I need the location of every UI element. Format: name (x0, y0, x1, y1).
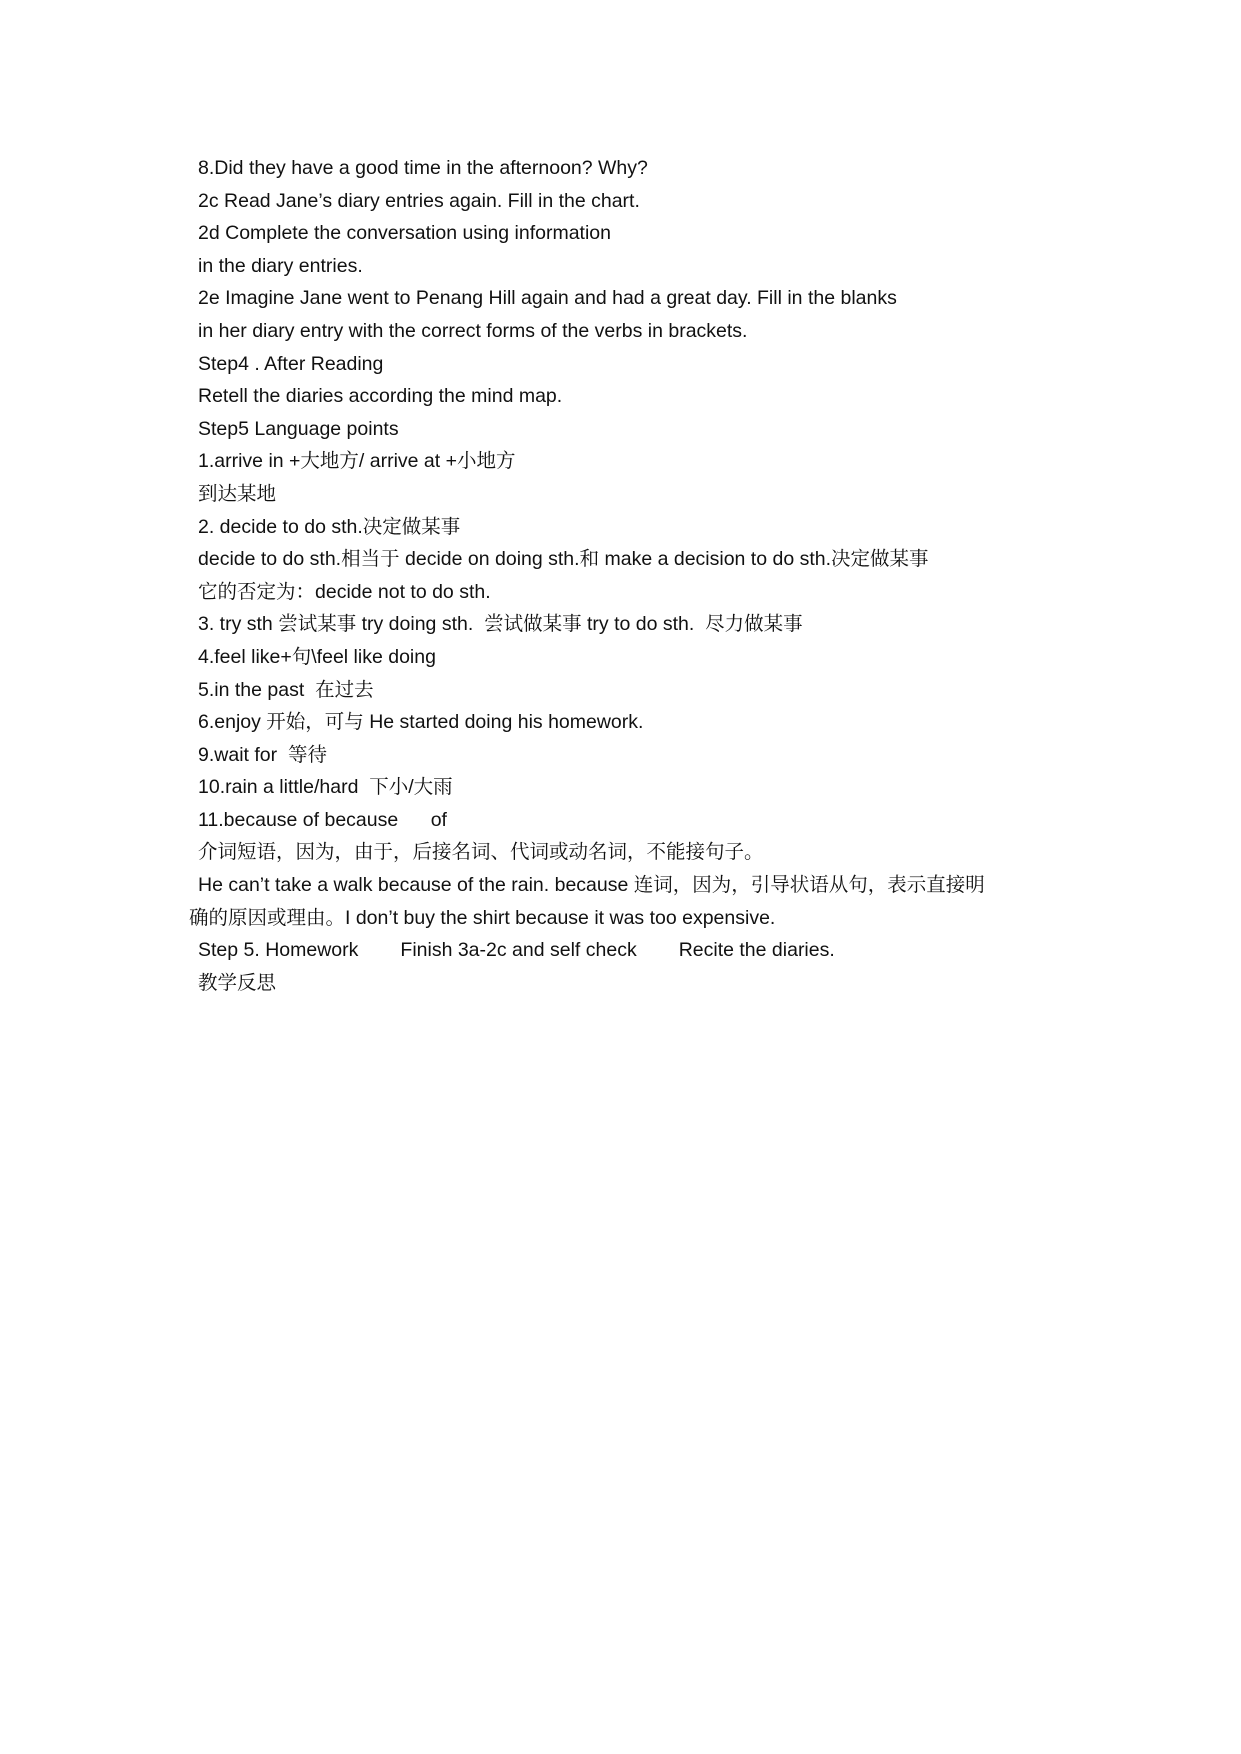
task-2c: 2c Read Jane’s diary entries again. Fill in the chart. (198, 189, 640, 212)
step4-heading: Step4 . After Reading (198, 352, 384, 375)
step4-retell: Retell the diaries according the mind map. (198, 385, 563, 408)
task-2d-cont: in the diary entries. (198, 254, 363, 277)
point-11-example-cont: 确的原因或理由。I don’t buy the shirt because it was too expensive. (189, 906, 776, 929)
point-6: 6.enjoy 开始，可与 He started doing his homework. (198, 711, 644, 734)
task-2e: 2e Imagine Jane went to Penang Hill again and had a great day. Fill in the blanks (198, 287, 897, 310)
point-2: 2. decide to do sth.决定做某事 (198, 515, 461, 538)
point-11-example: He can’t take a walk because of the rain. because 连词，因为，引导状语从句，表示直接明 (198, 874, 985, 897)
teaching-reflection: 教学反思 (198, 971, 277, 994)
task-2e-cont: in her diary entry with the correct forms of the verbs in brackets. (198, 319, 748, 342)
point-4: 4.feel like+句\feel like doing (198, 645, 436, 668)
point-11-explanation: 介词短语，因为，由于，后接名词、代词或动名词，不能接句子。 (198, 841, 764, 864)
question-8: 8.Did they have a good time in the afternoon? Why? (198, 157, 648, 179)
point-10: 10.rain a little/hard 下小/大雨 (198, 776, 453, 799)
point-9: 9.wait for 等待 (198, 743, 327, 766)
homework-task-2: Recite the diaries. (678, 939, 835, 962)
homework-line (198, 934, 1098, 967)
point-2-negative: 它的否定为：decide not to do sth. (198, 580, 491, 603)
task-2d: 2d Complete the conversation using information (198, 222, 611, 245)
homework-step: Step 5. Homework (198, 939, 359, 962)
step5-heading: Step5 Language points (198, 417, 399, 440)
point-11: 11.because of because of (198, 808, 447, 831)
point-3: 3. try sth 尝试某事 try doing sth. 尝试做某事 try to do sth. 尽力做某事 (198, 613, 803, 636)
point-1: 1.arrive in +大地方/ arrive at +小地方 (198, 450, 516, 473)
document-body (189, 152, 1098, 999)
point-2-equivalent: decide to do sth.相当于 decide on doing sth.和 make a decision to do sth.决定做某事 (198, 548, 929, 571)
point-5: 5.in the past 在过去 (198, 678, 374, 701)
point-1-meaning: 到达某地 (198, 482, 277, 505)
homework-task-1: Finish 3a-2c and self check (400, 939, 637, 962)
